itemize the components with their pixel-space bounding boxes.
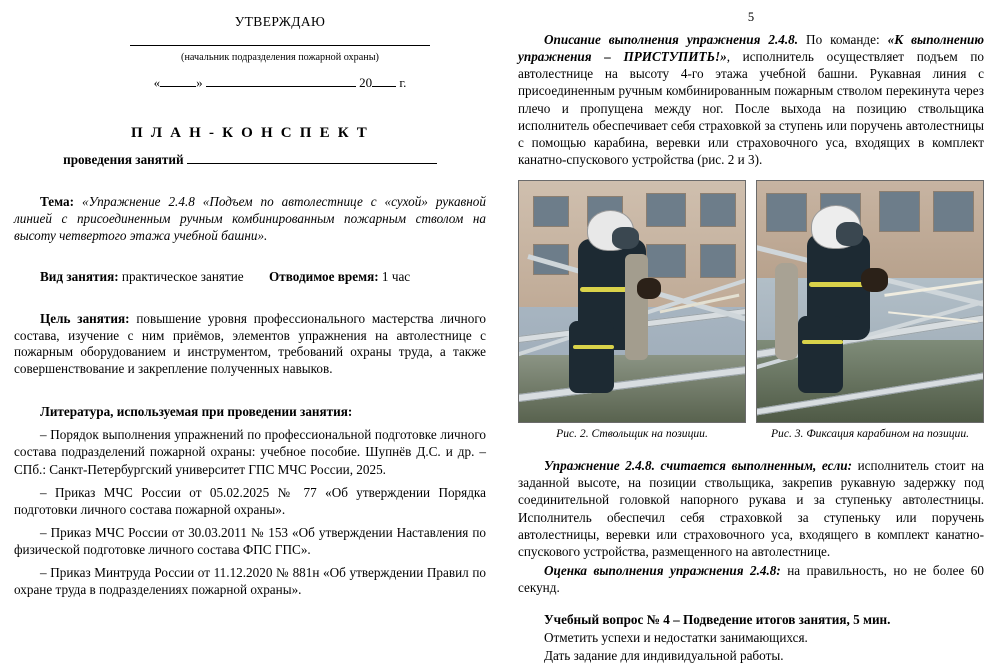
lesson-type xyxy=(14,269,269,285)
approval-signature-line xyxy=(130,36,430,46)
approval-title: УТВЕРЖДАЮ xyxy=(234,14,326,29)
lesson-time-value: 1 час xyxy=(381,268,411,284)
topic-text: «Упражнение 2.4.8 «Подъем по автолестнице с «сухой» рукавной линией с присоединенным ручным комбинированным пожарным стволом на высоту четвертого этажа учебной башни». xyxy=(14,194,486,243)
description-command: «К выполнению упражнения – ПРИСТУПИТЬ!» xyxy=(518,32,985,65)
literature-item: – Порядок выполнения упражнений по профессиональной подготовке личного состава подразделений пожарной охраны: учебное пособие. Шупнёв Д.С. и др. –СПб.: Санкт-Петербургский университет ГПС МЧС России, 2025. xyxy=(14,427,486,477)
figure-2-image xyxy=(518,180,746,423)
description-label: Описание выполнения упражнения 2.4.8. xyxy=(544,32,799,47)
topic-paragraph xyxy=(14,194,486,245)
literature-item: – Приказ Минтруда России от 11.12.2020 № 881н «Об утверждении Правил по охране труда в подразделениях пожарной охраны». xyxy=(14,565,486,598)
right-column xyxy=(500,0,1000,671)
figure-3 xyxy=(756,180,984,441)
question-line: Дать задание для индивидуальной работы. xyxy=(544,648,784,664)
page-number: 5 xyxy=(747,10,755,24)
date-month-blank xyxy=(206,86,356,87)
lesson-type-label: Вид занятия: xyxy=(40,268,119,284)
lesson-type-value: практическое занятие xyxy=(121,268,244,284)
description-text: , исполнитель осуществляет подъем по автолестнице на высоту 4-го этажа учебной башни. Рукавная линия с присоединенным ручным комбинированным пожарным стволом перекинута через плечо и пропущена между ног. После выхода на позицию ствольщика исполнитель обеспечивает себя страховкой за ступень или поручень автолестницы с помощью карабина, веревки или страховочного уса, входящих в комплект канатно-спускового устройства (рис. 2 и 3). xyxy=(518,49,984,168)
approval-date-line xyxy=(74,75,486,91)
question-heading: Учебный вопрос № 4 – Подведение итогов занятия, 5 мин. xyxy=(544,612,891,628)
topic-label: Тема: xyxy=(40,194,75,209)
score-label: Оценка выполнения упражнения 2.4.8: xyxy=(544,563,781,579)
description-paragraph xyxy=(518,31,984,168)
figure-2-caption: Рис. 2. Ствольщик на позиции. xyxy=(556,427,708,441)
lesson-time xyxy=(269,269,410,285)
literature-heading: Литература, используемая при проведении занятия: xyxy=(40,404,353,420)
literature-item: – Приказ МЧС России от 30.03.2011 № 153 «Об утверждении Наставления по физической подготовке личного состава ФПС ГПС». xyxy=(14,525,486,558)
figures-row xyxy=(518,180,984,441)
plan-subtitle xyxy=(14,152,486,168)
plan-subtitle-text: проведения занятий xyxy=(63,152,184,167)
score-text: на правильность, но не более 60 секунд. xyxy=(518,563,984,596)
completion-label: Упражнение 2.4.8. считается выполненным, если: xyxy=(544,458,852,474)
lesson-meta-row xyxy=(14,269,486,285)
figure-2 xyxy=(518,180,746,441)
score-paragraph xyxy=(518,562,984,596)
goal-text: повышение уровня профессионального мастерства личного состава, изучение с ним приёмов, элементов упражнения на автолестнице с пожарным оборудованием и инструментом, требований охраны труда, а также совершенствование и закрепление полученных навыков. xyxy=(14,310,486,377)
completion-block xyxy=(518,457,984,596)
figure-3-caption: Рис. 3. Фиксация карабином на позиции. xyxy=(770,427,970,441)
literature-item: – Приказ МЧС России от 05.02.2025 № 77 «Об утверждении Порядка подготовки личного состава пожарной охраны». xyxy=(14,484,486,517)
goal-label: Цель занятия: xyxy=(40,310,130,326)
goal-paragraph xyxy=(14,311,486,379)
date-day-blank xyxy=(160,86,196,87)
completion-text: исполнитель стоит на заданной высоте, на позиции ствольщика, закрепив рукавную задержку под соединительной головкой напорного рукава и за ступеньку автолестницы. Исполнитель обеспечил себя страховкой за ступеньку или поручень автолестницы, веревки или страховочного уса, входящего в комплект канатно-спускового устройства, размещенного на автолестнице. xyxy=(518,458,984,559)
plan-subtitle-blank xyxy=(187,152,437,164)
date-year-blank xyxy=(372,86,396,87)
date-quote-close: » xyxy=(196,75,203,90)
approval-caption: (начальник подразделения пожарной охраны) xyxy=(181,52,379,63)
approval-block xyxy=(14,14,486,91)
figure-3-image xyxy=(756,180,984,423)
date-year-suffix: г. xyxy=(399,75,407,90)
completion-paragraph xyxy=(518,457,984,560)
question-line: Отметить успехи и недостатки занимающихся. xyxy=(544,630,808,646)
date-year-prefix: 20 xyxy=(359,75,373,90)
date-quote-open: « xyxy=(153,75,161,90)
page-title: П Л А Н - К О Н С П Е К Т xyxy=(131,125,369,141)
description-command-lead: По команде: xyxy=(806,32,880,47)
lesson-time-label: Отводимое время: xyxy=(269,268,379,284)
